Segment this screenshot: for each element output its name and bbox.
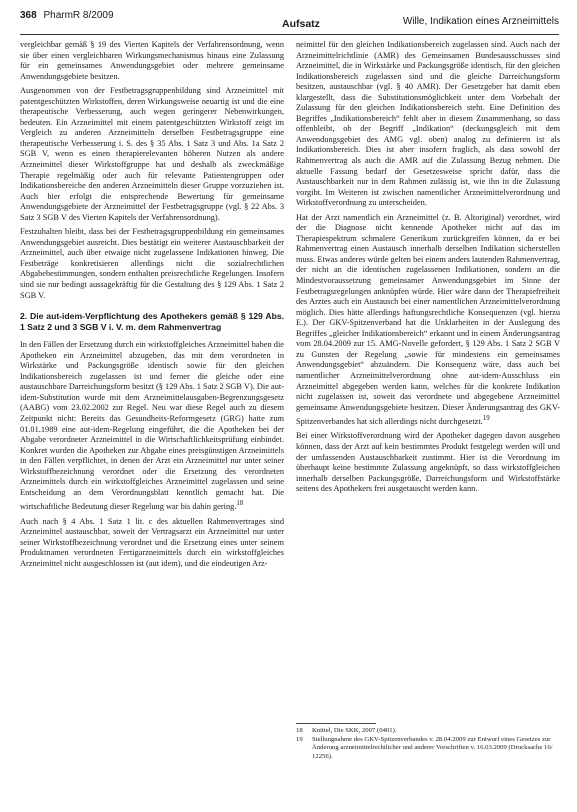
- paragraph: [296, 213, 560, 428]
- footnote-text: Stellungnahme des GKV-Spitzenverbandes v. 28.04.2009 zur Entwurf eines Gesetzes zur Änderung arzneimittelrechtlicher und anderer Vorschriften v. 16.03.2009 (Drucksache 16/ 12256).: [312, 735, 553, 760]
- paragraph: Auch nach § 4 Abs. 1 Satz 1 lit. c des aktuellen Rahmenvertrages sind Arzneimittel austauschbar, soweit der Vertragsarzt ein Arzneimittel nur unter seiner Wirkstoffbezeichnung verordnet und die Ersetzung eines unter seinem Produktnamen verordneten Fertigarzneimittels durch ein wirkstoffgleiches Arzneimittel nicht ausgeschlossen ist (aut idem), und die eindeutigen Arz-: [20, 516, 284, 568]
- page-number: 368: [20, 10, 37, 21]
- paragraph: Festzuhalten bleibt, dass bei der Festbetragsgruppenbildung ein gemeinsames Anwendungsgebiet ausreicht. Dies bestätigt ein weiterer Austauschbarkeit der Arzneimittel, auch über etwaige nicht zugelassene Indikationen hinweg. Die Festbeträge konkretisieren allerdings nicht die sozialrechtlichen Abgabebestimmungen, sondern enthalten preisrechtliche Regelungen. Insofern sind sie nur bedingt aussagekräftig für die Gestaltung des § 129 Abs. 1 Satz 2 SGB V.: [20, 227, 284, 300]
- paragraph: neimittel für den gleichen Indikationsbereich zugelassen sind. Auch nach der Arzneimittelrichtlinie (AMR) des Gemeinsamen Bundesausschusses sind Arzneimittel, die in Wirkstärke und Packungsgröße identisch, für den gleichen Indikationsbereich zugelassen sind und die gleiche Darreichungsform besitzen, austauschbar (vgl. § 40 AMR). Der Gesetzgeber hat damit eben klargestellt, dass die Substitutionsmöglichkeit unter dem Vorbehalt der Zulassung für den gleichen Indikationsbereich steht. Eine Definition des Begriffes „Indikationsbereich“ fehlt aber in diesem Zusammenhang, so dass offenbleibt, ob der Begriff „Indikation“ (deckungsgleich mit dem Anwendungsgebiet des AMG vgl. oben) analog zu definieren ist als Indikationsbereich. Dies ist aber insofern fraglich, als dass sowohl der Rahmenvertrag als auch die AMR auf die Zulassung Bezug nehmen. Die aktuelle Fassung bedarf der Gesetzesweise spricht dafür, dass die Austauschbarkeit nur in dem Rahmen zulässig ist, wie ihn in die Zulassung vorgibt. Im Weiteren ist zwischen namentlicher Arzneimittelverordnung und Wirkstoffverordnung zu unterscheiden.: [296, 40, 560, 208]
- footnotes: [296, 727, 558, 761]
- section-label: Aufsatz: [282, 18, 320, 30]
- footnote-ref: 18: [236, 499, 244, 508]
- paragraph-text: Hat der Arzt namentlich ein Arzneimittel (z. B. Altoriginal) verordnet, wird der die Diagnose nicht kennende Apotheker nicht auf das im Therapiespektrum schmalere Generikum zurückgreifen können, da er bei Rahmenvertrag einen Austausch innerhalb derselben Indikation sicherstellen muss. Etwas anderes würde gelten bei einem anders lautenden Rahmenvertrag, der nicht an die identischen zugelassenen Indikationen, sondern an die Mindestvoraussetzung gemeinsamer Anwendungsgebiet im Sinne der Festbetragsregelungen anknüpfen würde. Hier wäre dann der Therapiefreiheit des Arztes auch ein Austausch bei einer namentlichen Arzneimittelverordnung möglich. Dies hätte allerdings haftungsrechtliche Konsequenzen (vgl. hierzu E.). Der GKV-Spitzenverband hat die Unklarheiten in der Auslegung des Begriffes „gleicher Indikationsbereich“ erkannt und in einem Änderungsantrag vom 28.04.2009 zur 15. AMG-Novelle gefordert, § 129 Abs. 1 Satz 2 SGB V zu Gunsten der Regelung „sowie für mindestens ein gemeinsames Anwendungsgebiet“ abzuändern. Die Konsequenz wäre, dass auch bei namentlicher Arzneimittelverordnung ohne aut-idem-Ausschluss ein Arzneimittel abgegeben werden kann, welches für die konkrete Indikation nicht zugelassen ist, soweit das verordnete und abgegebene Arzneimittel gemeinsame Anwendungsgebiete besitzen. Dieser Änderungsantrag des GKV-Spitzenverbandes hat sich allerdings nicht durchgesetzt.: [296, 212, 560, 426]
- header-rule: [20, 34, 559, 35]
- footnote: [296, 727, 558, 736]
- paragraph: vergleichbar gemäß § 19 des Vierten Kapitels der Verfahrensordnung, wenn sie über einen vergleichbaren Wirkungsmechanismus hinaus eine Zulassung für ein gemeinsames Anwendungsgebiet oder mehrere gemeinsame Anwendungsgebiete besitzen.: [20, 40, 284, 81]
- footnote-rule: [296, 723, 376, 724]
- page-header: [20, 10, 559, 32]
- section-heading: 2. Die aut-idem-Verpflichtung des Apothekers gemäß § 129 Abs. 1 Satz 2 und 3 SGB V i. V. m. dem Rahmenvertrag: [20, 311, 284, 332]
- paragraph: Bei einer Wirkstoffverordnung wird der Apotheker dagegen davon ausgehen können, dass der Arzt auf kein bestimmtes Produkt festgelegt werden will und der umfassenden Austauschbarkeit zustimmt. Hier ist die Verordnung im überhaupt keine bestimmte Zulassung angeknüpft, so dass wirkstoffgleichen innerhalb derselben Packungsgröße, Darreichungsform und Wirkstoffstärke seitens des Apothekers frei ausgetauscht werden kann.: [296, 431, 560, 494]
- right-column: [296, 40, 560, 499]
- paragraph: Ausgenommen von der Festbetragsgruppenbildung sind Arzneimittel mit patentgeschützten Wirkstoffen, deren Wirkungsweise neuartig ist und die eine therapeutische Verbesserung, auch wegen geringerer Nebenwirkungen, bedeuten. Ein Arzneimittel mit einem patentgeschützten Wirkstoff zeigt im Vergleich zu anderen Arzneimitteln derselben Festbetragsgruppe eine therapeutische Verbesserung i. S. des § 35 Abs. 1 Satz 3 und Abs. 1a Satz 2 SGB V, wenn es einen therapierelevanten höheren Nutzen als andere Arzneimittel dieser Wirkstoffgruppe hat und deshalb als zweckmäßige Therapie regelmäßig oder auch für relevante Patientengruppen oder Indikationsbereiche den anderen Arzneimitteln dieser Gruppe vorzuziehen ist. Auch hier erfolgt die entsprechende Bewertung für gemeinsame Anwendungsgebiete der Arzneimittel der Festbetragsgruppe (vgl. § 22 Abs. 3 Satz 3 SGB V des Vierten Kapitels der Verfahrensordnung).: [20, 86, 284, 222]
- journal-name: PharmR 8/2009: [43, 10, 114, 21]
- left-column: [20, 40, 284, 573]
- footnote-text: Knittel, Die SKK, 2007 (0401).: [312, 727, 397, 734]
- footnote-number: 18: [296, 727, 303, 734]
- header-left: [20, 10, 114, 21]
- footnote: [296, 736, 558, 762]
- footnote-ref: 19: [482, 414, 490, 423]
- running-title: Wille, Indikation eines Arzneimittels: [402, 16, 559, 27]
- paragraph-text: In den Fällen der Ersetzung durch ein wirkstoffgleiches Arzneimittel haben die Apotheken ein Arzneimittel abzugeben, das mit dem verordneten in Wirkstärke und Packungsgröße identisch sowie für den gleichen Indikationsbereich zugelassen ist und ferner die gleiche oder eine austauschbare Darreichungsform besitzt (§ 129 Abs. 1 Satz 2 SGB V). Die aut-idem-Substitution wurde mit dem Arzneimittelausgaben-Begrenzungsgesetz (AABG) vom 23.02.2002 zur Regel. Neu war diese Regel auch zu diesem Zeitpunkt nicht: Bereits das Gesundheits-Reformgesetz (GRG) hatte zum 01.01.1989 eine aut-idem-Regelung eingeführt, die die Apotheken bei der Abgabe verordneter Arzneimittel in die Wirtschaftlichkeitsprüfung einbindet. Konkret wurden die Apotheken zur Abgabe eines preisgünstigen Arzneimittels in den Fällen verpflichtet, in denen der Arzt ein Arzneimittel nur unter seiner Wirkstoffbezeichnung verordnet oder die Ersetzung des verordneten Arzneimittels durch ein wirkstoffgleiches Arzneimittel zugelassen und seine Entscheidung an dem Verordnungsblatt kenntlich gemacht hat. Die wirtschaftliche Bedeutung dieser Regelung war bis dahin gering.: [20, 340, 285, 512]
- footnote-number: 19: [296, 735, 303, 743]
- paragraph: [20, 340, 284, 513]
